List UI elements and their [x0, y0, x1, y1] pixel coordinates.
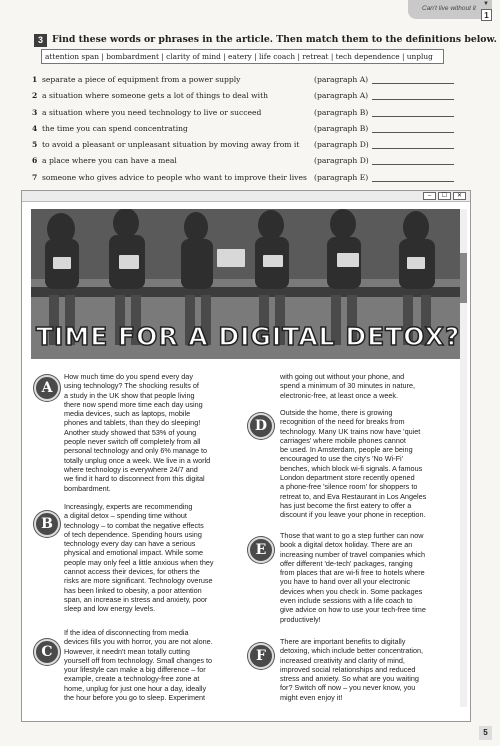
- unit-number: 1: [481, 9, 492, 21]
- definition-item: [32, 170, 472, 186]
- definition-text: to avoid a pleasant or unpleasant situation by moving away from it: [42, 140, 300, 150]
- definition-number: 4: [32, 123, 38, 133]
- answer-blank[interactable]: [372, 148, 454, 149]
- definition-item: [32, 72, 472, 88]
- running-title: Can't live without it: [422, 5, 476, 12]
- definition-number: 7: [32, 172, 38, 182]
- paragraph-f-text: There are important benefits to digitally detoxing, which include better concentration, increased creativity and clarity of mind, improved social relationships and reduced stress and anxiety. So what are you waiting for? Switch off now – you never know, you might even enjoy it!: [280, 637, 424, 702]
- paragraph-badge-a: A: [34, 375, 60, 401]
- exercise-instruction: Find these words or phrases in the article. Then match them to the definitions below.: [52, 34, 497, 45]
- definition-paragraph-ref: (paragraph A): [314, 75, 369, 84]
- paragraph-badge-c: C: [34, 639, 60, 665]
- definition-number: 1: [32, 75, 38, 84]
- paragraph-a-text: How much time do you spend every day using technology? The shocking results of a study in the UK show that people living there now spend more time each day using media devices, such as laptops, mobile phones and tablets, than they do sleeping! Another study showed that 53% of young people never switch off completely from all personal technology and only 6% manage to totally unplug once a week. We live in a world where technology is everywhere 24/7 and we find it hard to disconnect from this digital bombardment.: [64, 372, 211, 493]
- definition-number: 2: [32, 91, 38, 101]
- paragraph-badge-b: B: [34, 511, 60, 537]
- paragraph-c: [64, 628, 249, 702]
- maximize-button[interactable]: ☐: [438, 192, 451, 200]
- definition-paragraph-ref: (paragraph B): [314, 123, 369, 133]
- definition-list: [32, 72, 472, 202]
- window-titlebar: [22, 191, 470, 202]
- definition-item: [32, 137, 472, 153]
- answer-blank[interactable]: [372, 116, 454, 117]
- paragraph-e-text: Those that want to go a step further can now book a digital detox holiday. There are an increasing number of travel companies which offer different 'de-tech' packages, ranging from places that are wi-fi free to hotels where you have to hand over all your electronic devices when you check in. Some packages even include sessions with a life coach to give advice on how to use your tech-free time productively!: [280, 531, 426, 624]
- paragraph-c-continued-text: with going out without your phone, and spend a minimum of 30 minutes in nature, electronic-free, at least once a week.: [280, 372, 415, 400]
- definition-number: 6: [32, 156, 38, 166]
- chevron-down-icon: ▼: [483, 1, 489, 7]
- answer-blank[interactable]: [372, 83, 454, 84]
- scrollbar-thumb[interactable]: [460, 253, 467, 303]
- definition-text: a situation where you need technology to live or succeed: [42, 107, 262, 117]
- definition-item: [32, 121, 472, 137]
- definition-paragraph-ref: (paragraph B): [314, 107, 369, 117]
- definition-paragraph-ref: (paragraph D): [314, 156, 369, 166]
- paragraph-f: [280, 637, 465, 702]
- running-header-tab: [408, 0, 492, 19]
- paragraph-badge-e: E: [248, 537, 274, 563]
- paragraph-badge-d: D: [248, 413, 274, 439]
- definition-number: 5: [32, 140, 38, 150]
- exercise-number: 3: [34, 34, 47, 47]
- definition-item: [32, 88, 472, 104]
- definition-text: someone who gives advice to people who want to improve their lives: [42, 172, 307, 182]
- definition-text: the time you can spend concentrating: [42, 123, 188, 133]
- word-bank: attention span | bombardment | clarity of mind | eatery | life coach | retreat | tech dependence | unplug: [41, 49, 444, 64]
- definition-paragraph-ref: (paragraph D): [314, 140, 369, 150]
- definition-item: [32, 105, 472, 121]
- definition-number: 3: [32, 107, 38, 117]
- paragraph-a: [64, 372, 249, 493]
- article-headline: TIME FOR A DIGITAL DETOX?: [36, 322, 461, 351]
- answer-blank[interactable]: [372, 181, 454, 182]
- paragraph-d-text: Outside the home, there is growing recognition of the need for breaks from technology. Many UK trains now have 'quiet carriages' where mobile phones cannot be used. In Amsterdam, people are being encouraged to use the city's 'No Wi-Fi' benches, which block wi-fi signals. A famous London department store recently opened a phone-free 'silence room' for shoppers to retreat to, and Eva Restaurant in Los Angeles has just become the first eatery to offer a discount if you leave your phone in reception.: [280, 408, 427, 520]
- paragraph-c-text: If the idea of disconnecting from media devices fills you with horror, you are not alone. However, it needn't mean totally cutting yourself off from technology. Small changes to your lifestyle can make a big difference – for example, create a technology-free zone at home, unplug for just one hour a day, ideally the hour before you go to sleep. Experiment: [64, 628, 213, 703]
- answer-blank[interactable]: [372, 99, 454, 100]
- definition-paragraph-ref: (paragraph A): [314, 91, 369, 101]
- paragraph-b-text: Increasingly, experts are recommending a digital detox – spending time without technology – to combat the negative effects of tech dependence. Spending hours using technology every day can have a serious physical and emotional impact. While some people may only feel a little anxious when they cannot access their devices, for others the risks are more significant. Technology overuse has been linked to obesity, a poor attention span, an increase in stress and anxiety, poor sleep and low energy levels.: [64, 502, 214, 614]
- minimize-button[interactable]: –: [423, 192, 436, 200]
- definition-text: a place where you can have a meal: [42, 156, 177, 166]
- definition-text: a situation where someone gets a lot of things to deal with: [42, 91, 269, 101]
- article-window: [21, 190, 471, 722]
- close-button[interactable]: ✕: [453, 192, 466, 200]
- page-number: 5: [479, 726, 492, 740]
- paragraph-c-continued: [280, 372, 465, 400]
- definition-text: separate a piece of equipment from a power supply: [42, 75, 241, 84]
- paragraph-b: [64, 502, 249, 614]
- paragraph-d: [280, 408, 465, 520]
- definition-paragraph-ref: (paragraph E): [314, 172, 369, 182]
- answer-blank[interactable]: [372, 164, 454, 165]
- definition-item: [32, 153, 472, 169]
- answer-blank[interactable]: [372, 132, 454, 133]
- paragraph-badge-f: F: [248, 643, 274, 669]
- paragraph-e: [280, 531, 465, 624]
